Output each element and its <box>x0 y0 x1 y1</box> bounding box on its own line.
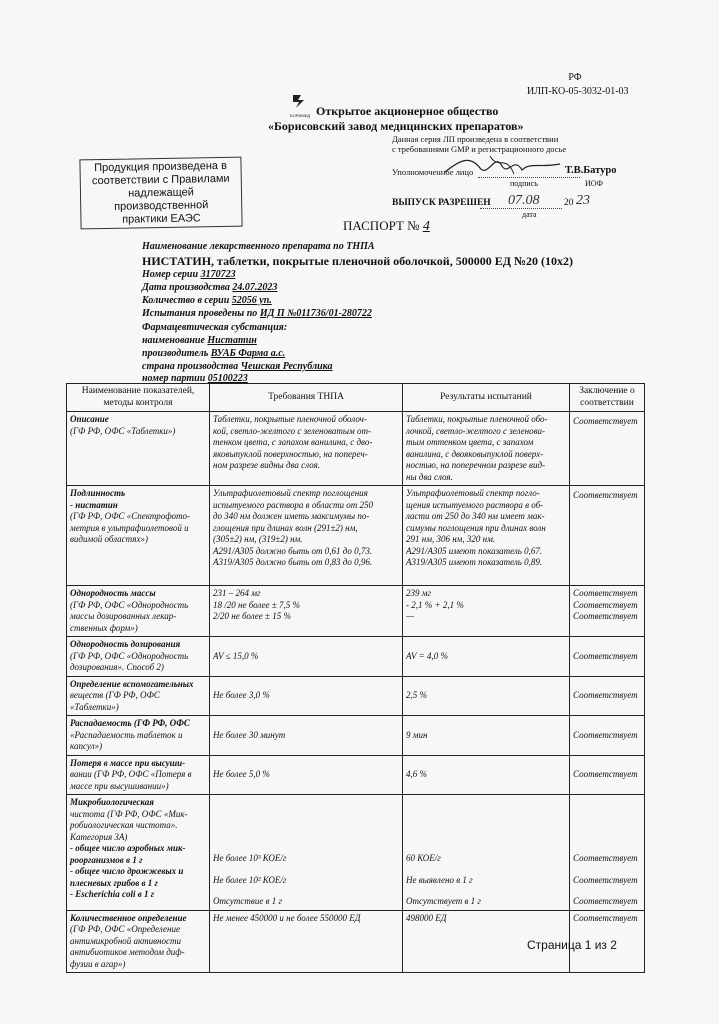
cell-line: капсул») <box>70 741 103 751</box>
company-logo <box>290 93 312 118</box>
cell-result <box>403 795 570 911</box>
cell-line: кой, светло-желтого с зеленоватым от- <box>213 425 371 436</box>
cell-line: 498000 ЕД <box>406 912 447 923</box>
cell-conclusion <box>570 586 645 637</box>
cell-line: (ГФ РФ, ОФС «Однородность <box>70 650 189 661</box>
stamp-line3: надлежащей производственной <box>114 185 209 213</box>
substance-label: Фармацевтическая субстанция: <box>142 322 288 333</box>
cell-line: Соответствует <box>573 588 638 598</box>
cell-line: до 340 нм должен иметь максимумы по- <box>213 511 370 521</box>
cell-indicator <box>67 910 210 973</box>
series-label: Номер серии <box>142 269 199 280</box>
tests-label: Испытания проведены по <box>142 308 258 319</box>
cell-line: плесневых грибов в 1 г <box>70 877 158 888</box>
cell-line: робиологическая чистота». <box>70 820 178 830</box>
cell-line: Распадаемость (ГФ РФ, ОФС <box>70 718 190 728</box>
cell-result <box>403 716 570 756</box>
cell-line: метрия в ультрафиолетовой и <box>70 522 189 533</box>
signature <box>440 150 570 180</box>
stamp-line4: практики ЕАЭС <box>122 211 201 226</box>
cell-line: (ГФ РФ, ОФС «Таблетки») <box>70 425 176 436</box>
cell-line: чистота (ГФ РФ, ОФС «Мик- <box>70 808 188 819</box>
qty-label: Количество в серии <box>142 295 230 306</box>
cell-line: ванилина, с двояковыпуклой поверх- <box>406 448 544 459</box>
cell-line: Ультрафиолетовый спектр поглощения <box>213 488 368 498</box>
cell-indicator <box>67 486 210 586</box>
country-value: Чешская Республика <box>240 361 333 372</box>
cell-line: массе при высушивании») <box>70 780 169 791</box>
subst-name-row <box>142 334 257 347</box>
cell-line: Соответствует <box>573 729 638 740</box>
tests-row <box>142 307 372 320</box>
cell-line: A291/A305 должно быть от 0,61 до 0,73. <box>213 545 373 556</box>
cell-line: Соответствует <box>573 769 638 779</box>
release-sub-date: дата <box>522 210 537 219</box>
cell-line: A319/A305 имеют показатель 0,89. <box>406 557 543 567</box>
stamp-line2: соответствии с Правилами <box>91 172 230 187</box>
cell-indicator <box>67 755 210 795</box>
cell-result <box>403 486 570 586</box>
cell-line: ном разрезе видны два слоя. <box>213 460 321 470</box>
cell-line: тенком цвета, с запахом ванилина, с дво- <box>213 437 373 447</box>
corner-code: ИЛП-КО-05-3032-01-03 <box>527 86 629 97</box>
cell-line: AV ≤ 15,0 % <box>213 650 259 661</box>
cell-line: роорганизмов в 1 г <box>70 854 143 865</box>
page-number: Страница 1 из 2 <box>527 938 617 952</box>
maker-value: ВУАБ Фарма а.с. <box>210 348 286 359</box>
cell-requirement <box>210 586 403 637</box>
cell-line: Соответствует <box>573 853 638 863</box>
cell-requirement <box>210 676 403 716</box>
batch-value: 05100223 <box>207 373 248 384</box>
cell-line: 2,5 % <box>406 690 427 700</box>
release-year: 23 <box>576 193 590 208</box>
cell-line: антибиотиков методом диф- <box>70 947 185 957</box>
page-title <box>343 218 430 235</box>
cell-line: ласти от 250 до 340 нм имеет мак- <box>406 511 545 521</box>
cell-line: Не более 3,0 % <box>213 690 270 700</box>
table-row <box>67 586 645 637</box>
cell-line: ственных форм») <box>70 622 138 633</box>
cell-indicator <box>67 637 210 677</box>
company-logo-text: БОРИМЕД <box>290 113 310 118</box>
cell-line: Таблетки, покрытые пленочной обо- <box>406 414 548 424</box>
cell-line: 18 /20 не более ± 7,5 % <box>213 599 300 610</box>
series-row <box>142 268 236 281</box>
cell-requirement <box>210 716 403 756</box>
cell-line: Описание <box>70 414 109 424</box>
cell-line: ны два слоя. <box>406 471 453 482</box>
table-row <box>67 486 645 586</box>
cell-line: 60 КОЕ/г <box>406 853 441 863</box>
cell-requirement <box>210 755 403 795</box>
cell-line: 9 мин <box>406 729 428 740</box>
cell-line: 2/20 не более ± 15 % <box>213 611 291 621</box>
authorized-sub-name: ИОФ <box>585 179 603 188</box>
cell-line: видимой областях») <box>70 534 148 544</box>
cell-indicator <box>67 586 210 637</box>
cell-line: испытуемого раствора в области от 250 <box>213 499 374 510</box>
cell-line: 231 – 264 мг <box>213 588 261 598</box>
cell-line: - общее число дрожжевых и <box>70 866 184 876</box>
cell-line: - 2,1 % + 2,1 % <box>406 599 464 610</box>
header-conclusion: Заключение о соответствии <box>570 384 645 412</box>
cell-indicator <box>67 795 210 911</box>
cell-line: вании (ГФ РФ, ОФС «Потеря в <box>70 769 192 779</box>
cell-indicator <box>67 412 210 486</box>
cell-line: ностью, на поперечном разрезе вид- <box>406 460 545 470</box>
subst-name-value: Нистатин <box>207 335 257 346</box>
cell-line: массы дозированных лекар- <box>70 611 177 621</box>
batch-label: номер партии <box>142 373 206 384</box>
cell-requirement <box>210 486 403 586</box>
cell-line: Отсутствует в 1 г <box>406 896 481 906</box>
cell-line: Не более 5,0 % <box>213 769 270 779</box>
cell-line: Соответствует <box>573 599 638 610</box>
cell-line: (ГФ РФ, ОФС «Спектрофото- <box>70 511 191 521</box>
cell-requirement <box>210 795 403 911</box>
company-line2: «Борисовский завод медицинских препаратов» <box>268 119 524 133</box>
tests-value: ИД П №011736/01-280722 <box>259 308 372 319</box>
corner-country: РФ <box>568 72 582 83</box>
cell-line: фузии в агар») <box>70 958 126 969</box>
cell-line: Не более 30 минут <box>213 729 286 740</box>
cell-line: Количественное определение <box>70 912 187 923</box>
country-label: страна производства <box>142 361 239 372</box>
cell-line: глощения при длинах волн (291±2) нм, <box>213 522 358 533</box>
table-row <box>67 716 645 756</box>
product-name: НИСТАТИН, таблетки, покрытые пленочной оболочкой, 500000 ЕД №20 (10x2) <box>142 254 574 268</box>
cell-result <box>403 755 570 795</box>
page-title-label: ПАСПОРТ № <box>343 218 420 233</box>
table-row <box>67 637 645 677</box>
qty-row <box>142 294 272 307</box>
cell-line: Соответствует <box>573 416 638 426</box>
cell-line: 4,6 % <box>406 769 427 779</box>
cell-line: «Таблетки») <box>70 701 119 712</box>
cell-result <box>403 586 570 637</box>
cell-conclusion <box>570 676 645 716</box>
cell-line: AV = 4,0 % <box>406 650 448 661</box>
company-line1: Открытое акционерное общество <box>316 104 499 118</box>
cell-line: Однородность массы <box>70 588 156 598</box>
cell-line: Микробиологическая <box>70 797 154 807</box>
cell-result <box>403 676 570 716</box>
cell-requirement <box>210 637 403 677</box>
cell-line: (ГФ РФ, ОФС «Определение <box>70 924 181 934</box>
cell-line: Подлинность <box>70 488 126 498</box>
cell-indicator <box>67 676 210 716</box>
cell-line: 239 мг <box>406 588 432 598</box>
release-date: 07.08 <box>508 193 540 208</box>
cell-line: - общее число аэробных мик- <box>70 843 186 853</box>
cell-result <box>403 637 570 677</box>
maker-label: производитель <box>142 348 209 359</box>
cell-line: A319/A305 должно быть от 0,83 до 0,96. <box>213 557 373 567</box>
authorized-sub-signature: подпись <box>510 179 538 188</box>
cell-line: — <box>406 611 415 621</box>
results-table <box>66 383 645 973</box>
cell-line: «Распадаемость таблеток и <box>70 729 183 740</box>
page-title-number: 4 <box>422 219 430 234</box>
cell-conclusion <box>570 795 645 911</box>
date-row <box>142 281 277 294</box>
release-label: ВЫПУСК РАЗРЕШЕН <box>392 198 491 208</box>
cell-line: - нистатин <box>70 499 118 510</box>
cell-requirement <box>210 910 403 973</box>
cell-conclusion <box>570 412 645 486</box>
cell-line: Соответствует <box>573 874 638 885</box>
table-row <box>67 795 645 911</box>
cell-indicator <box>67 716 210 756</box>
cell-line: веществ (ГФ РФ, ОФС <box>70 690 160 700</box>
cell-line: - Escherichia coli в 1 г <box>70 889 155 899</box>
approval-line1: Данная серия ЛП произведена в соответствии <box>392 134 559 144</box>
subst-name-label: наименование <box>142 335 205 346</box>
cell-conclusion <box>570 637 645 677</box>
cell-line: симумы поглощения при длинах волн <box>406 522 546 533</box>
qty-value: 52056 уп. <box>231 295 272 306</box>
cell-line: Определение вспомогательных <box>70 678 194 689</box>
approval-line2: с требованиями GMP и регистрационного досье <box>392 144 567 154</box>
cell-line: тым оттенком цвета, с запахом <box>406 437 534 447</box>
cell-requirement <box>210 412 403 486</box>
header-results: Результаты испытаний <box>403 384 570 412</box>
header-requirements: Требования ТНПА <box>210 384 403 412</box>
cell-line: Соответствует <box>573 650 638 661</box>
stamp-line1: Продукция произведена в <box>94 159 227 174</box>
cell-line: Соответствует <box>573 912 638 923</box>
cell-line: антимикробной активности <box>70 935 181 946</box>
cell-line: Соответствует <box>573 896 638 906</box>
cell-line: Однородность дозирования <box>70 639 181 649</box>
series-value: 3170723 <box>200 269 236 280</box>
maker-row <box>142 347 285 360</box>
release-year-prefix: 20 <box>564 198 574 208</box>
cell-line: 291 нм, 306 нм, 320 нм. <box>406 534 496 544</box>
gmp-stamp <box>79 157 242 230</box>
table-row <box>67 755 645 795</box>
cell-line: Не более 10² КОЕ/г <box>213 874 287 885</box>
cell-line: дозирования». Способ 2) <box>70 662 164 672</box>
date-label: Дата производства <box>142 282 230 293</box>
table-row <box>67 676 645 716</box>
cell-line: (305±2) нм, (319±2) нм. <box>213 534 303 544</box>
cell-line: Отсутствие в 1 г <box>213 896 282 906</box>
cell-line: яковыпуклой поверхностью, на попереч- <box>213 448 368 459</box>
date-value: 24.07.2023 <box>232 282 278 293</box>
cell-line: Не менее 450000 и не более 550000 ЕД <box>213 912 361 923</box>
authorized-name: Т.В.Батуро <box>565 165 617 176</box>
name-label: Наименование лекарственного препарата по ТНПА <box>142 241 375 252</box>
cell-line: Соответствует <box>573 490 638 500</box>
cell-line: Соответствует <box>573 611 638 621</box>
cell-line: Не более 10³ КОЕ/г <box>213 853 287 863</box>
cell-line: Соответствует <box>573 690 638 700</box>
cell-conclusion <box>570 716 645 756</box>
table-row <box>67 412 645 486</box>
cell-conclusion <box>570 755 645 795</box>
authorized-label: Уполномоченное лицо <box>392 167 474 177</box>
cell-line: Таблетки, покрытые пленочной оболоч- <box>213 414 367 424</box>
cell-line: лочкой, светло-желтого с зеленова- <box>406 425 545 436</box>
header-indicator: Наименование показателей, методы контроля <box>67 384 210 412</box>
cell-line: Категория 3А) <box>70 831 128 842</box>
cell-line: щения испытуемого раствора в об- <box>406 499 544 510</box>
cell-line: Не выявлено в 1 г <box>406 874 473 885</box>
cell-line: Ультрафиолетовый спектр погло- <box>406 488 540 498</box>
cell-line: Потеря в массе при высуши- <box>70 757 186 768</box>
cell-line: (ГФ РФ, ОФС «Однородность <box>70 599 189 610</box>
cell-result <box>403 412 570 486</box>
cell-conclusion <box>570 486 645 586</box>
cell-line: A291/A305 имеют показатель 0,67. <box>406 545 543 556</box>
